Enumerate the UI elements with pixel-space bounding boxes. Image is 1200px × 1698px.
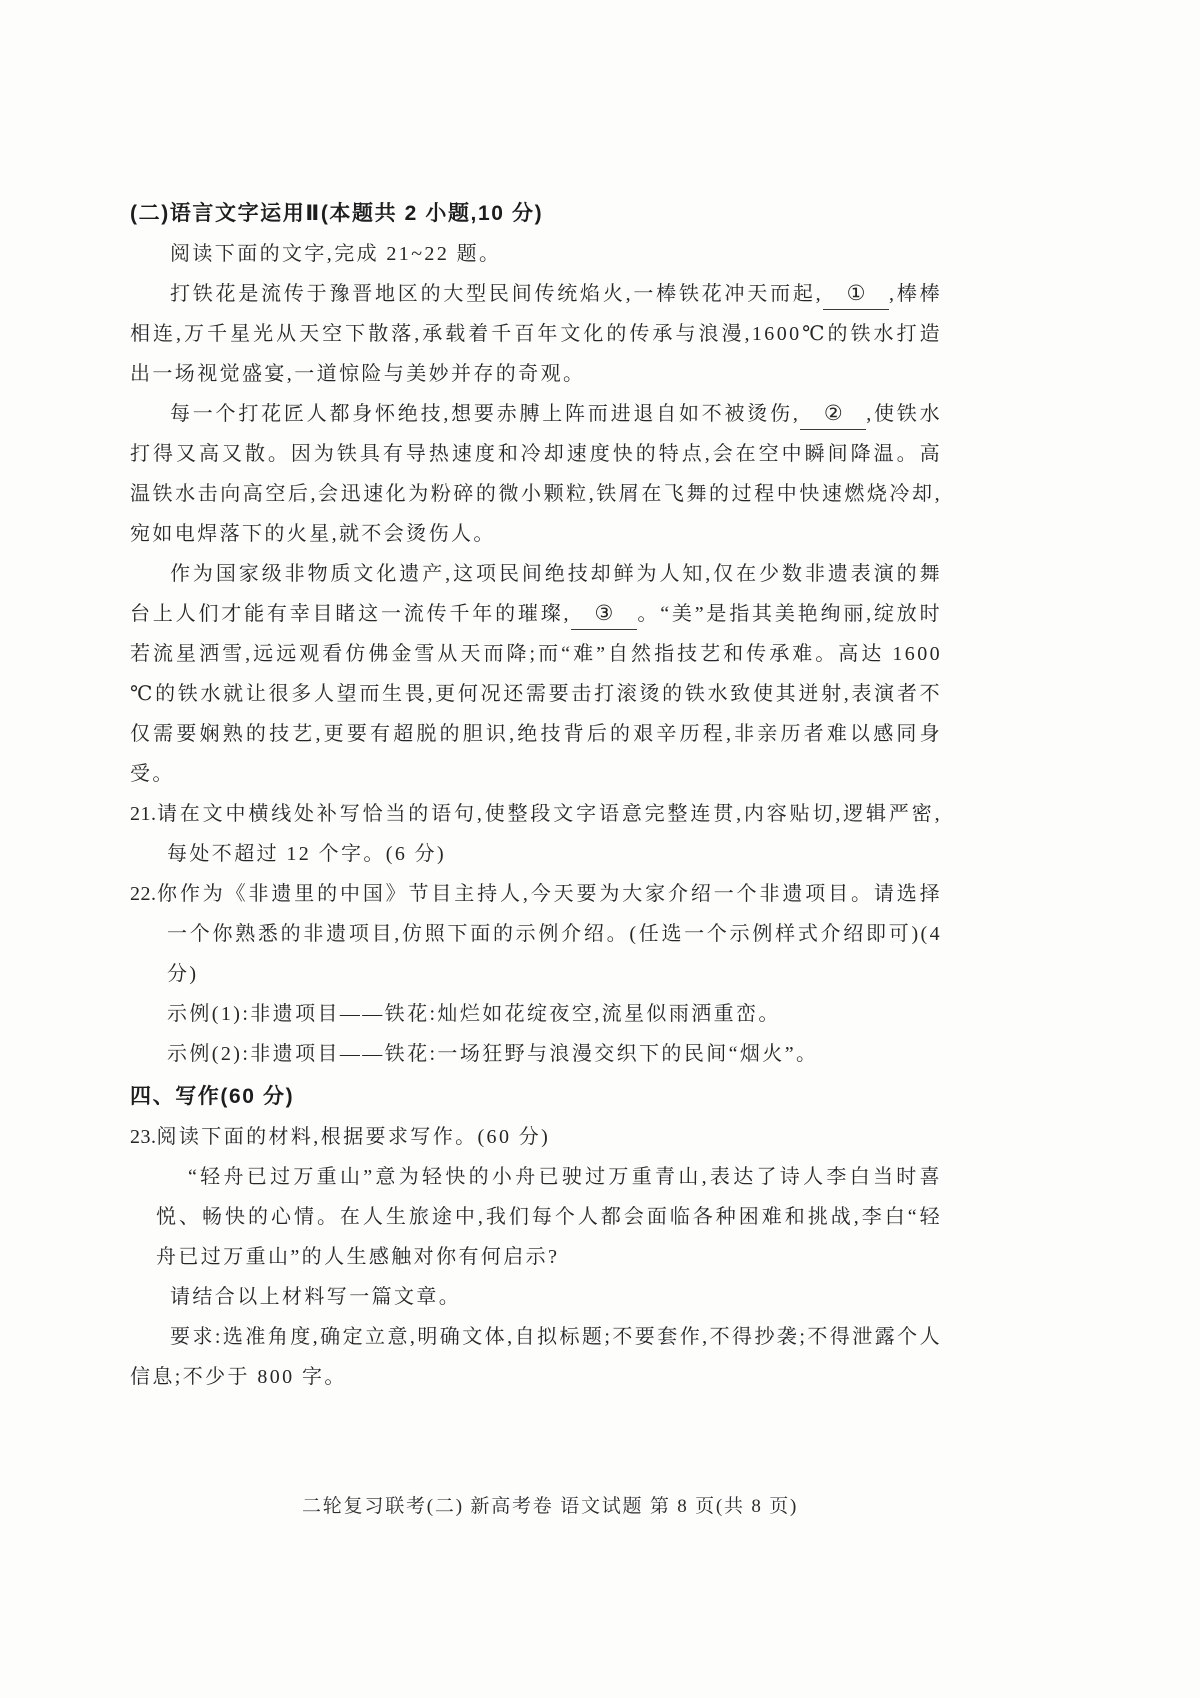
question-23-text: 阅读下面的材料,根据要求写作。(60 分)	[156, 1126, 551, 1148]
question-21-number: 21.	[130, 803, 157, 825]
question-23-number: 23.	[130, 1126, 157, 1148]
passage-paragraph-2	[130, 394, 942, 554]
passage-intro: 阅读下面的文字,完成 21~22 题。	[170, 243, 502, 265]
exam-content	[130, 194, 942, 1397]
fill-blank-3	[571, 598, 637, 630]
question-21-text: 请在文中横线处补写恰当的语句,使整段文字语意完整连贯,内容贴切,逻辑严密,每处不超过 12 个字。(6 分)	[156, 803, 942, 865]
paragraph-2-pre: 每一个打花匠人都身怀绝技,想要赤膊上阵而进退自如不被烫伤,	[170, 403, 801, 425]
question-23	[130, 1117, 942, 1157]
question-22	[130, 874, 942, 994]
question-22-text: 你作为《非遗里的中国》节目主持人,今天要为大家介绍一个非遗项目。请选择一个你熟悉的非遗项目,仿照下面的示例介绍。(任选一个示例样式介绍即可)(4 分)	[156, 883, 942, 985]
question-21	[130, 794, 942, 874]
section-heading-language-use-2: (二)语言文字运用Ⅱ(本题共 2 小题,10 分)	[130, 202, 544, 225]
circled-number-1: ①	[846, 281, 866, 305]
question-22-number: 22.	[130, 883, 157, 905]
section-heading-writing: 四、写作(60 分)	[130, 1085, 295, 1108]
paragraph-3-post: 。“美”是指其美艳绚丽,绽放时若流星洒雪,远远观看仿佛金雪从天而降;而“难”自然指技艺和传承难。高达 1600 ℃的铁水就让很多人望而生畏,更何况还需要击打滚烫的铁水致使其迸射,表演者不仅需要娴熟的技艺,更要有超脱的胆识,绝技背后的艰辛历程,非亲历者难以感同身受。	[130, 603, 943, 785]
page-footer: 二轮复习联考(二) 新高考卷 语文试题 第 8 页(共 8 页)	[302, 1496, 799, 1517]
question-22-example-1: 示例(1):非遗项目——铁花:灿烂如花绽夜空,流星似雨洒重峦。	[167, 1003, 781, 1025]
paragraph-2-post: ,使铁水打得又高又散。因为铁具有导热速度和冷却速度快的特点,会在空中瞬间降温。高温铁水击向高空后,会迅速化为粉碎的微小颗粒,铁屑在飞舞的过程中快速燃烧冷却,宛如电焊落下的火星,就不会烫伤人。	[130, 403, 942, 545]
circled-number-3: ③	[594, 601, 614, 625]
question-22-example-2: 示例(2):非遗项目——铁花:一场狂野与浪漫交织下的民间“烟火”。	[167, 1043, 819, 1065]
fill-blank-2	[800, 398, 866, 430]
paragraph-1-post: ,棒棒相连,万千星光从天空下散落,承载着千百年文化的传承与浪漫,1600℃的铁水打造出一场视觉盛宴,一道惊险与美妙并存的奇观。	[130, 283, 943, 385]
paragraph-1-pre: 打铁花是流传于豫晋地区的大型民间传统焰火,一棒铁花冲天而起,	[170, 283, 824, 305]
passage-paragraph-3	[130, 554, 942, 794]
paragraph-3-pre: 作为国家级非物质文化遗产,这项民间绝技却鲜为人知,仅在少数非遗表演的舞台上人们才能有幸目睹这一流传千年的璀璨,	[130, 563, 942, 625]
passage-paragraph-1	[130, 274, 942, 394]
circled-number-2: ②	[823, 401, 843, 425]
question-23-material: “轻舟已过万重山”意为轻快的小舟已驶过万重青山,表达了诗人李白当时喜悦、畅快的心情。在人生旅途中,我们每个人都会面临各种困难和挑战,李白“轻舟已过万重山”的人生感触对你有何启示?	[156, 1166, 942, 1268]
fill-blank-1	[823, 278, 889, 310]
question-23-instruction: 请结合以上材料写一篇文章。	[170, 1286, 462, 1308]
question-23-requirements: 要求:选准角度,确定立意,明确文体,自拟标题;不要套作,不得抄袭;不得泄露个人信息;不少于 800 字。	[130, 1326, 942, 1388]
